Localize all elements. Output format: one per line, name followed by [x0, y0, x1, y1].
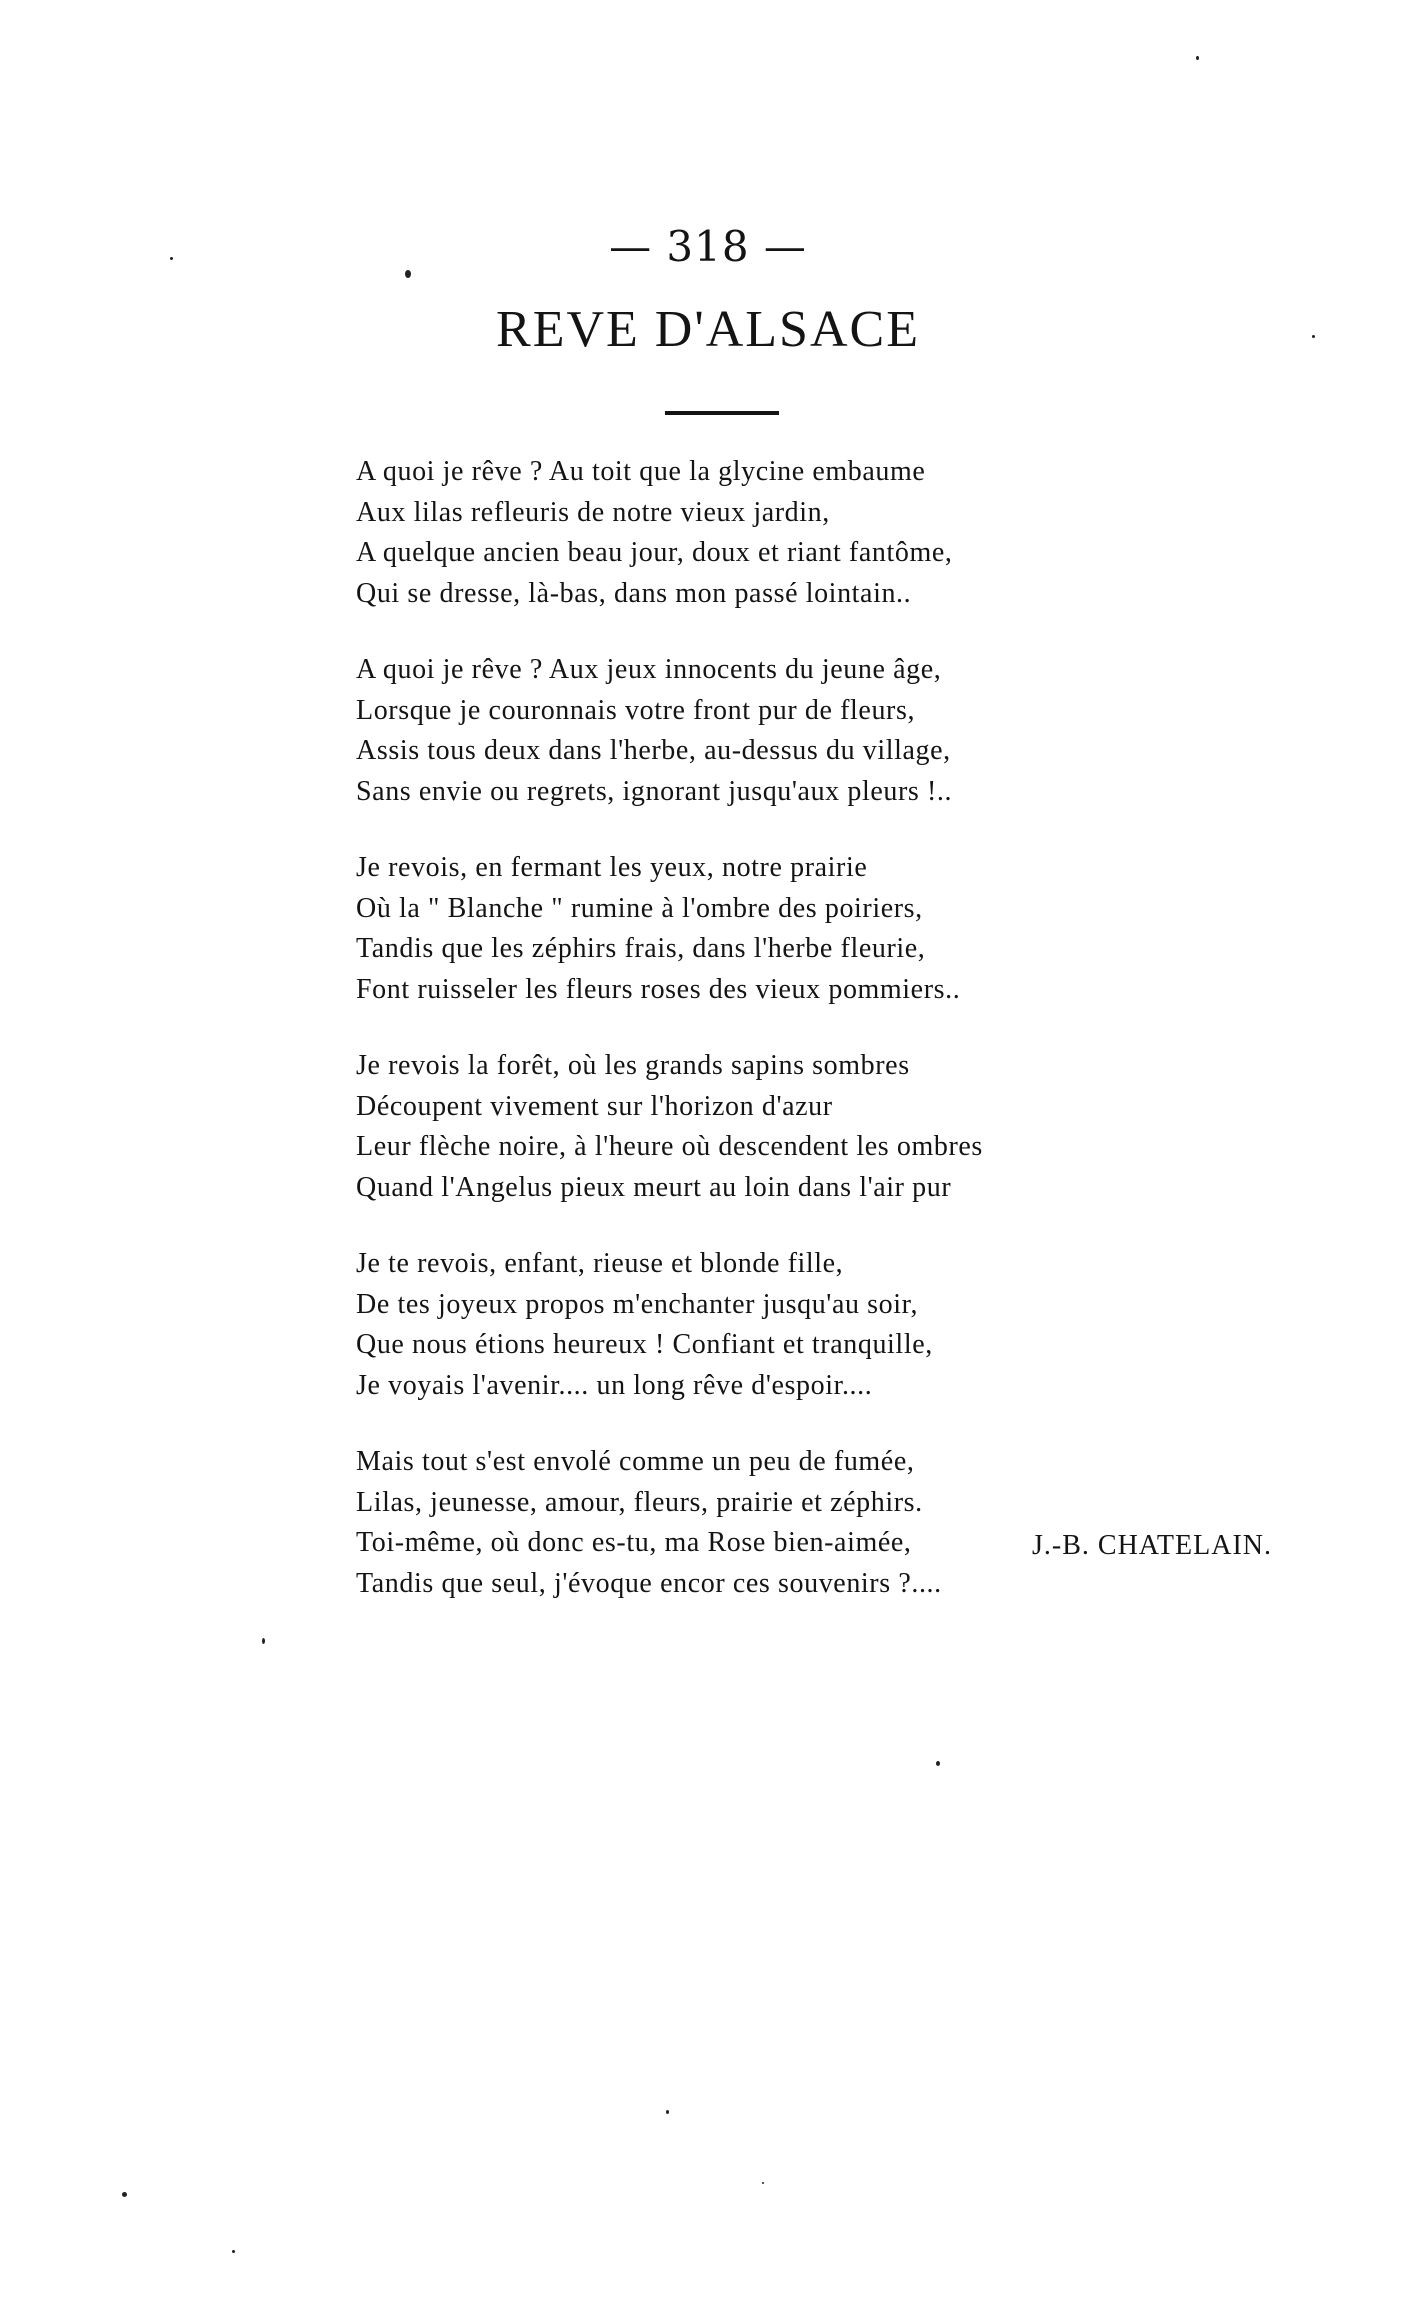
- verse-line: Que nous étions heureux ! Confiant et tranquille,: [356, 1329, 933, 1360]
- stanza-2: [356, 650, 1116, 812]
- scan-speck: [262, 1638, 265, 1644]
- scan-speck: [232, 2250, 235, 2253]
- verse-line: Je te revois, enfant, rieuse et blonde fille,: [356, 1248, 844, 1279]
- signature: J.-B. CHATELAIN.: [1032, 1530, 1272, 1561]
- verse-line: Sans envie ou regrets, ignorant jusqu'aux pleurs !..: [356, 775, 953, 807]
- verse-line: Leur flèche noire, à l'heure où descendent les ombres: [356, 1131, 983, 1162]
- stanza-1: [356, 452, 1116, 614]
- verse-line: Lilas, jeunesse, amour, fleurs, prairie et zéphirs.: [356, 1486, 923, 1518]
- scan-speck: [1312, 335, 1315, 338]
- scan-speck: [762, 2182, 764, 2184]
- scan-speck: [936, 1761, 940, 1766]
- stanza-6: [356, 1442, 1116, 1604]
- verse-line: A quoi je rêve ? Au toit que la glycine embaume: [356, 456, 926, 487]
- page-number: — 318 —: [609, 222, 807, 271]
- verse-line: Je revois la forêt, où les grands sapins sombres: [356, 1050, 910, 1081]
- verse-line: Je revois, en fermant les yeux, notre prairie: [356, 852, 868, 883]
- verse-line: Toi-même, où donc es-tu, ma Rose bien-aimée,: [356, 1527, 912, 1558]
- verse-line: Font ruisseler les fleurs roses des vieux pommiers..: [356, 973, 961, 1005]
- scan-speck: [122, 2192, 127, 2197]
- verse-line: Qui se dresse, là-bas, dans mon passé lointain..: [356, 577, 912, 609]
- verse-line: Lorsque je couronnais votre front pur de fleurs,: [356, 694, 916, 726]
- verse-line: Aux lilas refleuris de notre vieux jardin,: [356, 496, 830, 528]
- stanza-3: [356, 848, 1116, 1010]
- verse-line: A quelque ancien beau jour, doux et riant fantôme,: [356, 537, 953, 568]
- verse-line: Tandis que seul, j'évoque encor ces souvenirs ?....: [356, 1567, 942, 1599]
- stanza-4: [356, 1046, 1116, 1208]
- scan-speck: [405, 270, 411, 278]
- verse-line: Mais tout s'est envolé comme un peu de fumée,: [356, 1446, 915, 1477]
- stanza-5: [356, 1244, 1116, 1406]
- verse-line: A quoi je rêve ? Aux jeux innocents du jeune âge,: [356, 654, 942, 685]
- scan-speck: [170, 257, 173, 260]
- verse-line: Je voyais l'avenir.... un long rêve d'espoir....: [356, 1369, 873, 1401]
- verse-line: Quand l'Angelus pieux meurt au loin dans l'air pur: [356, 1171, 952, 1203]
- poem-body: [356, 452, 1116, 1640]
- poem-title: REVE D'ALSACE: [496, 301, 920, 358]
- verse-line: Assis tous deux dans l'herbe, au-dessus du village,: [356, 735, 951, 766]
- verse-line: Tandis que les zéphirs frais, dans l'herbe fleurie,: [356, 933, 926, 964]
- verse-line: Où la " Blanche " rumine à l'ombre des poiriers,: [356, 892, 923, 924]
- title-rule: [665, 411, 779, 415]
- scan-speck: [1196, 56, 1199, 60]
- scan-speck: [666, 2110, 669, 2114]
- verse-line: Découpent vivement sur l'horizon d'azur: [356, 1090, 833, 1122]
- verse-line: De tes joyeux propos m'enchanter jusqu'au soir,: [356, 1288, 919, 1320]
